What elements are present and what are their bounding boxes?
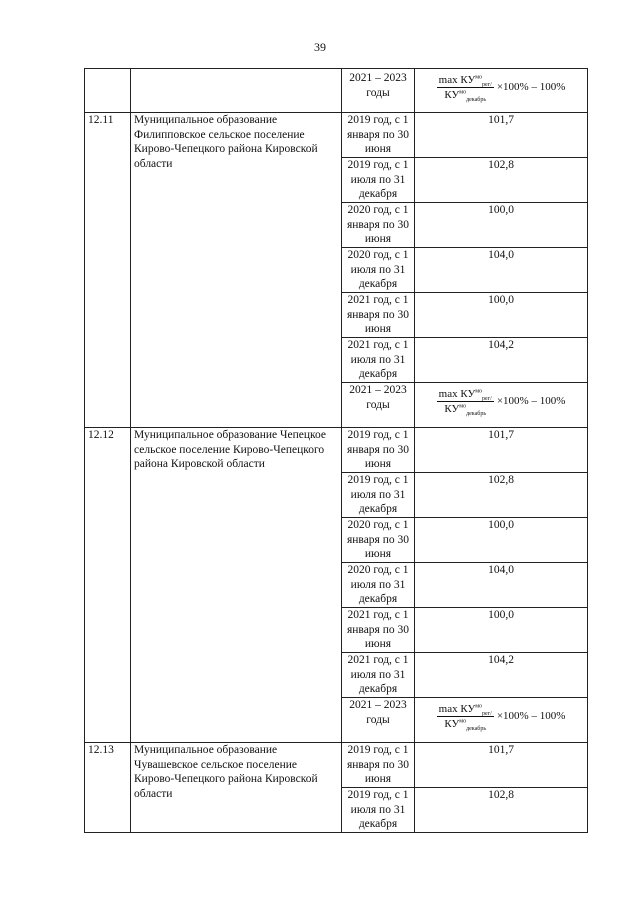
index-value: 100,0: [415, 518, 588, 563]
index-value: 104,2: [415, 338, 588, 383]
table-row: [85, 428, 588, 473]
formula-cell: [415, 383, 588, 428]
section-number: 12.12: [85, 428, 131, 743]
index-value: 101,7: [415, 428, 588, 473]
table-row: [85, 69, 588, 113]
period-cell: 2019 год, с 1 января по 30 июня: [342, 113, 415, 158]
index-value: 100,0: [415, 293, 588, 338]
section-number: 12.11: [85, 113, 131, 428]
period-cell: 2019 год, с 1 января по 30 июня: [342, 743, 415, 788]
table-row: [85, 113, 588, 158]
municipality-name: Муниципальное образование Филипповское сельское поселение Кирово-Чепецкого района Кировской области: [131, 113, 342, 428]
formula-cell: [415, 69, 588, 113]
formula: $\frac{\max КУ^{мо}_{рег/}}{КУ^{мо}_{декабрь}}$ ×100% – 100%: [438, 388, 566, 418]
index-value: 104,0: [415, 563, 588, 608]
period-cell: 2020 год, с 1 июля по 31 декабря: [342, 248, 415, 293]
index-value: 102,8: [415, 158, 588, 203]
period-cell: 2020 год, с 1 января по 30 июня: [342, 518, 415, 563]
period-cell: 2021 год, с 1 июля по 31 декабря: [342, 653, 415, 698]
number-cell: [85, 69, 131, 113]
period-cell: 2021 – 2023 годы: [342, 383, 415, 428]
index-value: 101,7: [415, 113, 588, 158]
period-cell: 2021 год, с 1 июля по 31 декабря: [342, 338, 415, 383]
formula: $\frac{\max КУ^{мо}_{рег/}}{КУ^{мо}_{декабрь}}$ ×100% – 100%: [438, 703, 566, 733]
formula-cell: [415, 698, 588, 743]
index-value: 104,2: [415, 653, 588, 698]
period-cell: 2021 год, с 1 января по 30 июня: [342, 293, 415, 338]
municipality-name: Муниципальное образование Чепецкое сельское поселение Кирово-Чепецкого района Кировской области: [131, 428, 342, 743]
section-number: 12.13: [85, 743, 131, 833]
index-value: 104,0: [415, 248, 588, 293]
period-cell: 2021 – 2023 годы: [342, 698, 415, 743]
name-cell: [131, 69, 342, 113]
period-cell: 2019 год, с 1 января по 30 июня: [342, 428, 415, 473]
tariff-index-table: [84, 68, 588, 833]
page-number: 39: [314, 40, 326, 54]
index-value: 102,8: [415, 788, 588, 833]
period-cell: 2021 – 2023 годы: [342, 69, 415, 113]
formula: $\frac{\max КУ^{мо}_{рег/}}{КУ^{мо}_{декабрь}}$ ×100% – 100%: [438, 74, 566, 104]
period-cell: 2019 год, с 1 июля по 31 декабря: [342, 158, 415, 203]
index-value: 102,8: [415, 473, 588, 518]
period-cell: 2019 год, с 1 июля по 31 декабря: [342, 473, 415, 518]
municipality-name: Муниципальное образование Чувашевское сельское поселение Кирово-Чепецкого района Кировской области: [131, 743, 342, 833]
period-cell: 2021 год, с 1 января по 30 июня: [342, 608, 415, 653]
index-value: 100,0: [415, 203, 588, 248]
period-cell: 2019 год, с 1 июля по 31 декабря: [342, 788, 415, 833]
period-cell: 2020 год, с 1 июля по 31 декабря: [342, 563, 415, 608]
index-value: 101,7: [415, 743, 588, 788]
table-row: [85, 743, 588, 788]
period-cell: 2020 год, с 1 января по 30 июня: [342, 203, 415, 248]
index-value: 100,0: [415, 608, 588, 653]
